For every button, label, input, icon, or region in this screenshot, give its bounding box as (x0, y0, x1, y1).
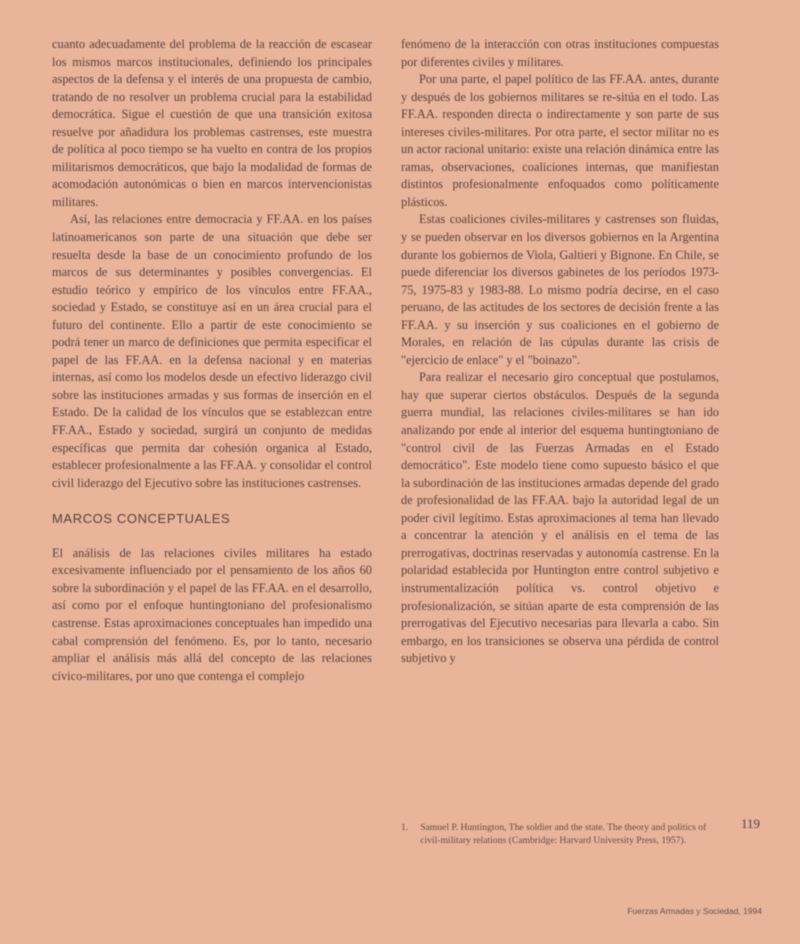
section-heading: MARCOS CONCEPTUALES (52, 511, 231, 527)
footnote-text: Samuel P. Huntington, The soldier and the state. The theory and politics of civil-military relations (Cambridge: Harvard University Press, 1957). (420, 822, 707, 846)
footnote-number: 1. (401, 822, 409, 833)
left-paragraph-1: cuanto adecuadamente del problema de la reacción de escasear los mismos marcos institucionales, definiendo los principales aspectos de la defensa y el interés de una propuesta de cambio, tratando de no resolver un problema crucial para la estabilidad democrática. Sigue el cuestión de que una transición exitosa resuelve por añadidura los problemas castrenses, este muestra de política al poco tiempo se ha vuelto en contra de los propios militarismos democráticos, que bajo la modalidad de formas de acomodación autonómicas o bien en marcos intervencionistas militares. (52, 37, 372, 209)
right-paragraph-1: fenómeno de la interacción con otras instituciones compuestas por diferentes civiles y militares. (401, 37, 719, 69)
running-footer: Fuerzas Armadas y Sociedad, 1994 (627, 906, 762, 916)
page-number: 119 (741, 816, 761, 831)
right-paragraph-2: Por una parte, el papel político de las FF.AA. antes, durante y después de los gobiernos militares se re-sitúa en el todo. Las FF.AA. responden directa o indirectamente y son parte de sus intereses civiles-militares. Por otra parte, el sector militar no es un actor racional unitario: existe una relación dinámica entre las ramas, observaciones, coaliciones internas, que manifiestan distintos profesionalmente enfoquados como políticamente plásticos. (401, 72, 719, 209)
footnote (401, 822, 719, 847)
left-text-column (52, 36, 372, 685)
right-text-column (401, 36, 719, 668)
left-paragraph-2: Así, las relaciones entre democracia y FF.AA. en los países latinoamericanos son parte de una situación que debe ser resuelta desde la base de un conocimiento profundo de los marcos de sus determinantes y posibles convergencias. El estudio teórico y empírico de los vínculos entre FF.AA., sociedad y Estado, se constituye así en un área crucial para el futuro del continente. Ello a partir de este conocimiento se podrá tener un marco de definiciones que permita especificar el papel de las FF.AA. en la defensa nacional y en materias internas, así como los modelos desde un efectivo liderazgo civil sobre las instituciones armadas y sus formas de inserción en el Estado. De la calidad de los vínculos que se establezcan entre FF.AA., Estado y sociedad, surgirá un conjunto de medidas específicas que permita dar cohesión organica al Estado, establecer profesionalmente a las FF.AA. y consolidar el control civil liderazgo del Ejecutivo sobre las instituciones castrenses. (52, 212, 372, 490)
right-paragraph-4: Para realizar el necesario giro conceptual que postulamos, hay que superar ciertos obstáculos. Después de la segunda guerra mundial, las relaciones civiles-militares se han ido analizando por ende al interior del esquema huntingtoniano de "control civil de las Fuerzas Armadas en el Estado democrático". Este modelo tiene como supuesto básico el que la subordinación de las instituciones armadas depende del grado de profesionalidad de las FF.AA. bajo la autoridad legal de un poder civil legítimo. Estas aproximaciones al tema han llevado a concentrar la atención y el análisis en el tema de las prerrogativas, doctrinas reservadas y autonomía castrense. En la polaridad establecida por Huntington entre control subjetivo e instrumentalización política vs. control objetivo e profesionalización, se sitúan aparte de esta comprensión de las prerrogativas del Ejecutivo necesarias para llevarla a cabo. Sin embargo, en los transiciones se observa una pérdida de control subjetivo y (401, 370, 719, 666)
left-paragraph-3: El análisis de las relaciones civiles militares ha estado excesivamente influenciado por el pensamiento de los años 60 sobre la subordinación y el papel de las FF.AA. en el desarrollo, así como por el enfoque huntingtoniano del profesionalismo castrense. Estas aproximaciones conceptuales han impedido una cabal comprensión del fenómeno. Es, por lo tanto, necesario ampliar el análisis más allá del concepto de las relaciones cívico-militares, por uno que contenga el complejo (52, 545, 372, 683)
right-paragraph-3: Estas coaliciones civiles-militares y castrenses son fluidas, y se pueden observar en los diversos gobiernos en la Argentina durante los gobiernos de Viola, Galtieri y Bignone. En Chile, se puede diferenciar los diversos gabinetes de los períodos 1973-75, 1975-83 y 1983-88. Lo mismo podría decirse, en el caso peruano, de las actitudes de los sectores de decisión frente a las FF.AA. y su inserción y sus coaliciones en el gobierno de Morales, en relación de las cúpulas durante las crisis de "ejercicio de enlace" y el "boinazo". (401, 212, 719, 367)
